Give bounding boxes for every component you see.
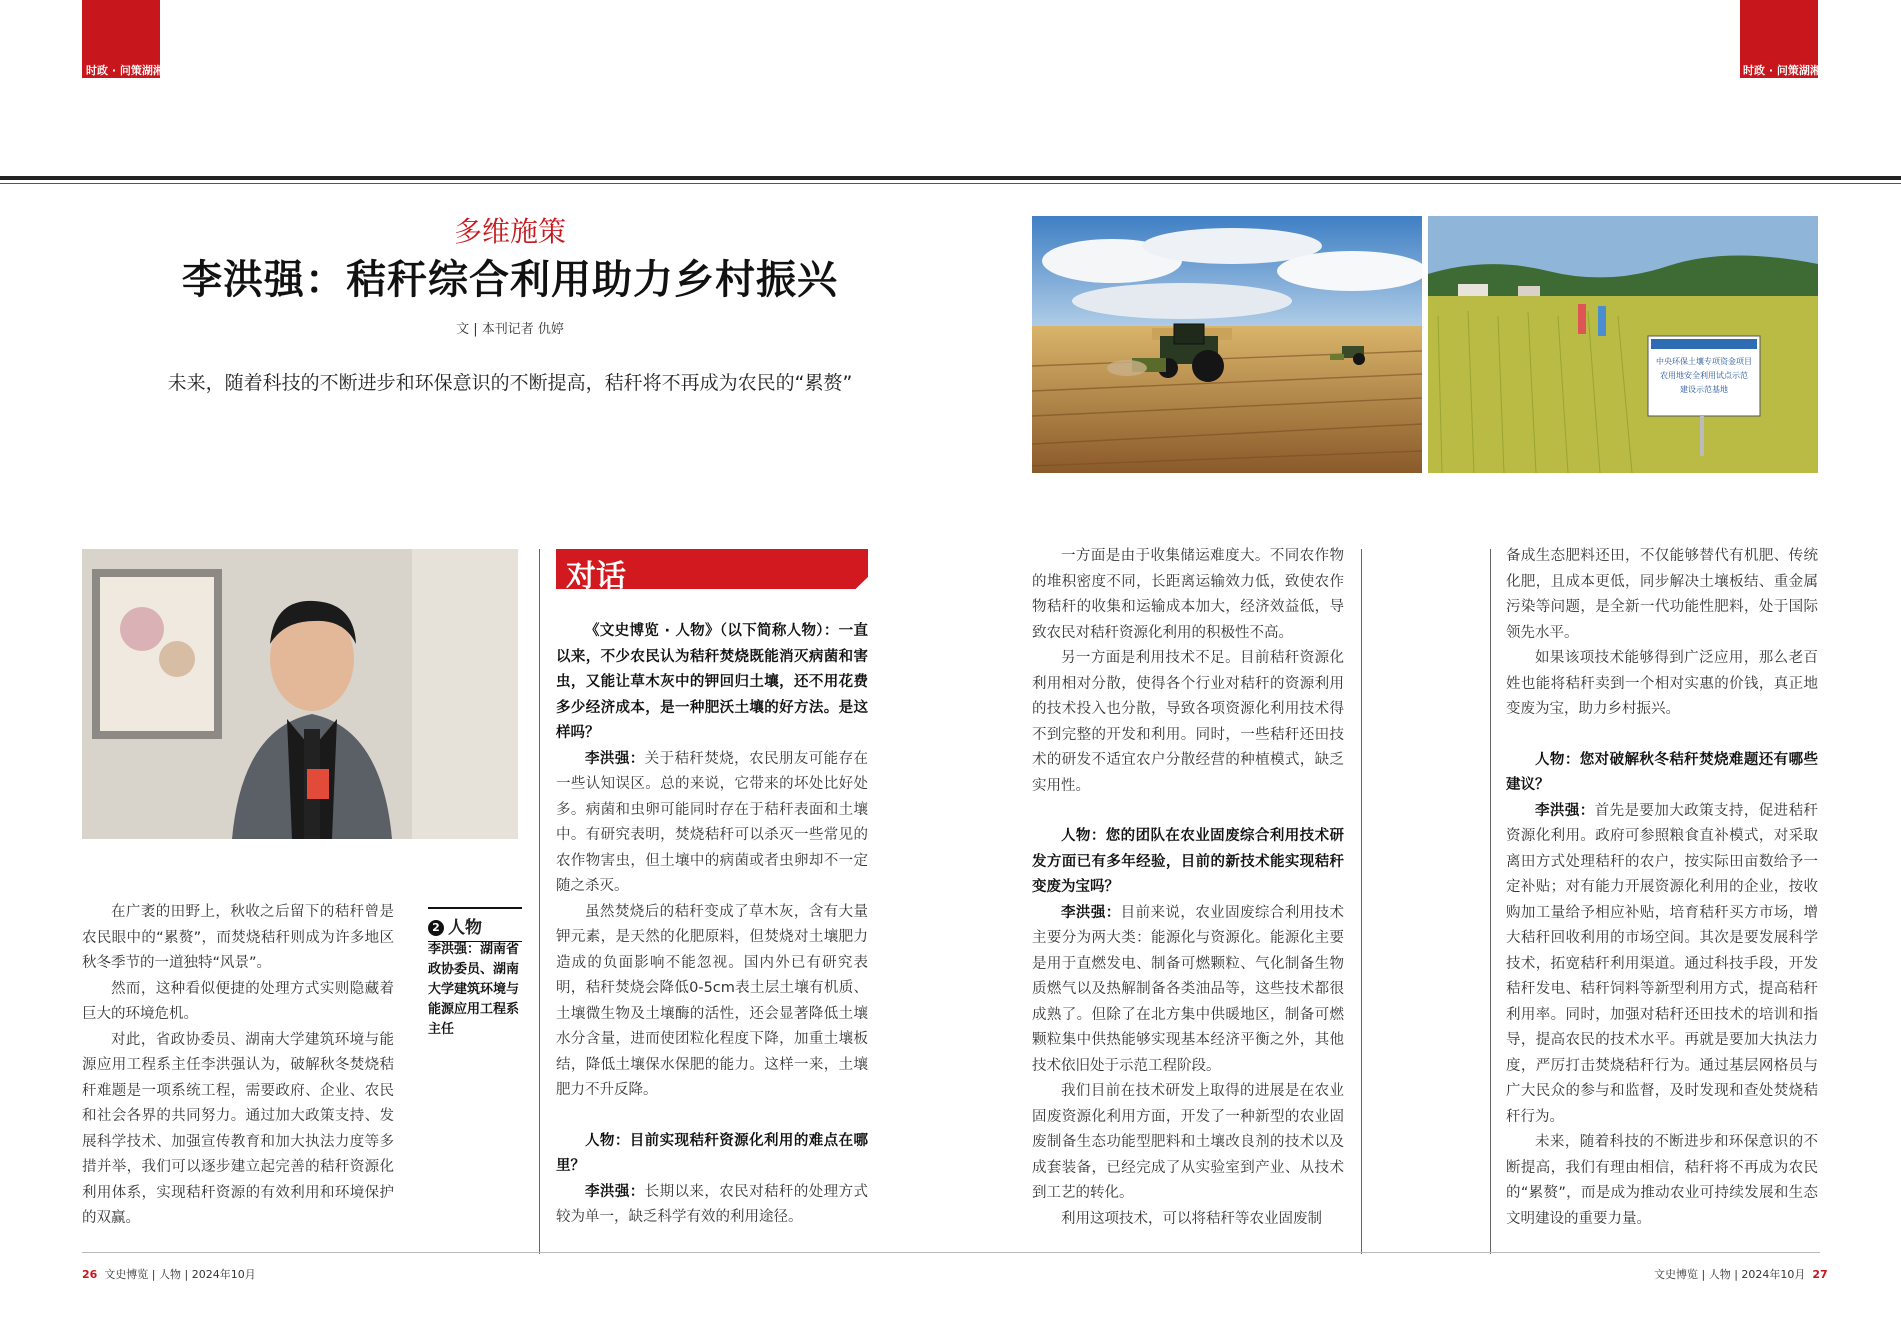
- person-box-title: 人物: [448, 918, 482, 938]
- kicker: 多维施策: [453, 215, 566, 248]
- header-rule-thin: [0, 183, 1901, 184]
- answer-4-text: 首先是要加大政策支持，促进秸秆资源化利用。政府可参照粮食直补模式，对采取离田方式处理秸秆的农户，按实际田亩数给予一定补贴；对有能力开展资源化利用的企业，按收购加工量给予相应补贴，培育秸秆买方市场，增大秸秆回收利用的市场空间。其次是要发展科学技术，拓宽秸秆利用渠道。通过科技手段，开发秸秆发电、秸秆饲料等新型利用方式，提高秸秆利用率。同时，加强对秸秆还田技术的培训和指导，提高农民的技术水平。再就是要加大执法力度，严厉打击焚烧秸秆行为。通过基层网格员与广大民众的参与和监督，及时发现和查处焚烧秸秆行为。: [1506, 802, 1819, 1125]
- masthead-left: 文史博览 | 人物 | 2024年10月: [104, 1268, 256, 1281]
- dialog-column: [556, 619, 868, 1231]
- page-number-right: 27: [1812, 1268, 1828, 1281]
- sign-line-1: 中央环保土壤专项资金项目: [1656, 357, 1752, 366]
- speaker-label: 李洪强：: [585, 1183, 645, 1200]
- column-3: [1032, 544, 1344, 1232]
- speaker-label: 李洪强：: [1535, 802, 1595, 819]
- col3-paragraph: 利用这项技术，可以将秸秆等农业固废制: [1061, 1210, 1322, 1227]
- answer-2: [556, 1180, 868, 1231]
- question-2: 人物：目前实现秸秆资源化利用的难点在哪里？: [556, 1132, 868, 1174]
- col4-paragraph: 备成生态肥料还田，不仅能够替代有机肥、传统化肥，且成本更低，同步解决土壤板结、重金属污染等问题，是全新一代功能性肥料，处于国际领先水平。: [1506, 548, 1818, 641]
- answer-2-text: 长期以来，农民对秸秆的处理方式较为单一，缺乏科学有效的利用途径。: [556, 1183, 869, 1225]
- left-folio: [82, 1266, 256, 1282]
- col3-paragraph: 另一方面是利用技术不足。目前秸秆资源化利用相对分散，使得各个行业对秸秆的资源利用的技术投入也分散，导致各项资源化利用技术得不到完整的开发和利用。同时，一些秸秆还田技术的研发不适宜农户分散经营的种植模式，缺乏实用性。: [1032, 650, 1344, 794]
- sign-line-2: 农用地安全利用试点示范: [1660, 371, 1748, 380]
- column-rule-3: [1490, 549, 1491, 1254]
- column-rule-1: [539, 549, 540, 1254]
- page-number-left: 26: [82, 1268, 98, 1281]
- answer-1-text: 关于秸秆焚烧，农民朋友可能存在一些认知误区。总的来说，它带来的坏处比好处多。病菌和虫卵可能同时存在于秸秆表面和土壤中。有研究表明，焚烧秸秆可以杀灭一些常见的农作物害虫，但土壤中的病菌或者虫卵却不一定随之杀灭。: [556, 750, 869, 894]
- masthead-right: 文史博览 | 人物 | 2024年10月: [1654, 1268, 1806, 1281]
- col3-paragraph: 一方面是由于收集储运难度大。不同农作物的堆积密度不同，长距离运输效力低，致使农作物秸秆的收集和运输成本加大，经济效益低，导致农民对秸秆资源化利用的积极性不高。: [1032, 548, 1344, 641]
- footer-rule: [82, 1252, 1820, 1253]
- header-rule: [0, 176, 1901, 180]
- answer-1b: 虽然焚烧后的秸秆变成了草木灰，含有大量钾元素，是天然的化肥原料，但焚烧对土壤肥力造成的负面影响不能忽视。国内外已有研究表明，秸秆焚烧会降低0-5cm表土层土壤有机质、土壤微生物及土壤酶的活性，还会显著降低土壤水分含量，进而使团粒化程度下降，加重土壤板结，降低土壤保水保肥的能力。这样一来，土壤肥力不升反降。: [556, 903, 868, 1098]
- left-section-label: 时政 · 问策湖湘: [86, 64, 164, 77]
- intro-column: [82, 900, 394, 1232]
- person-box-desc: 李洪强：湖南省政协委员、湖南大学建筑环境与能源应用工程系主任: [428, 942, 520, 1037]
- answer-4: [1506, 799, 1818, 1131]
- question-1: 《文史博览 · 人物》（以下简称人物）：一直以来，不少农民认为秸秆焚烧既能消灭病菌和害虫，又能让草木灰中的钾回归土壤，还不用花费多少经济成本，是一种肥沃土壤的好方法。是这样吗？: [556, 623, 868, 741]
- lead-paragraph: 未来，随着科技的不断进步和环保意识的不断提高，秸秆将不再成为农民的“累赘”: [167, 372, 853, 394]
- person-box-heading: [428, 907, 522, 942]
- sign-line-3: 建设示范基地: [1680, 385, 1728, 394]
- col4-paragraph: 如果该项技术能够得到广泛应用，那么老百姓也能将秸秆卖到一个相对实惠的价钱，真正地变废为宝，助力乡村振兴。: [1506, 650, 1818, 717]
- intro-paragraph: 在广袤的田野上，秋收之后留下的秸秆曾是农民眼中的“累赘”，而焚烧秸秆则成为许多地区秋冬季节的一道独特“风景”。: [82, 904, 394, 971]
- person-box-number: 2: [428, 920, 444, 936]
- tractor-field-photo: [1032, 216, 1422, 473]
- intro-paragraph: 然而，这种看似便捷的处理方式实则隐藏着巨大的环境危机。: [82, 980, 394, 1022]
- right-folio: [1654, 1266, 1828, 1282]
- question-3: 人物：您的团队在农业固废综合利用技术研发方面已有多年经验，目前的新技术能实现秸秆变废为宝吗？: [1032, 828, 1344, 895]
- question-4: 人物：您对破解秋冬秸秆焚烧难题还有哪些建议？: [1506, 751, 1818, 793]
- byline: 文 | 本刊记者 仇婷: [456, 322, 564, 337]
- intro-paragraph: 对此，省政协委员、湖南大学建筑环境与能源应用工程系主任李洪强认为，破解秋冬焚烧秸秆难题是一项系统工程，需要政府、企业、农民和社会各界的共同努力。通过加大政策支持、发展科学技术、加强宣传教育和加大执法力度等多措并举，我们可以逐步建立起完善的秸秆资源化利用体系，实现秸秆资源的有效利用和环境保护的双赢。: [82, 1031, 394, 1226]
- article-title: 李洪强：秸秆综合利用助力乡村振兴: [182, 257, 838, 303]
- column-4: [1506, 544, 1818, 1232]
- portrait-photo: [82, 549, 518, 839]
- answer-1: [556, 747, 868, 900]
- col3-paragraph: 我们目前在技术研发上取得的进展是在农业固废资源化利用方面，开发了一种新型的农业固废制备生态功能型肥料和土壤改良剂的技术以及成套装备，已经完成了从实验室到产业、从技术到工艺的转化。: [1032, 1083, 1344, 1201]
- right-section-label: 时政 · 问策湖湘: [1743, 64, 1821, 77]
- dialog-heading: 对话: [566, 559, 626, 594]
- column-rule-2: [1361, 549, 1362, 1254]
- answer-3: [1032, 901, 1344, 1080]
- speaker-label: 李洪强：: [585, 750, 645, 767]
- answer-3-text: 目前来说，农业固废综合利用技术主要分为两大类：能源化与资源化。能源化主要是用于直燃发电、制备可燃颗粒、气化制备生物质燃气以及热解制备各类油品等，这些技术都很成熟了。但除了在北方集中供暖地区，制备可燃颗粒集中供热能够实现基本经济平衡之外，其他技术依旧处于示范工程阶段。: [1032, 904, 1345, 1074]
- col4-paragraph: 未来，随着科技的不断进步和环保意识的不断提高，我们有理由相信，秸秆将不再成为农民的“累赘”，而是成为推动农业可持续发展和生态文明建设的重要力量。: [1506, 1134, 1818, 1227]
- speaker-label: 李洪强：: [1061, 904, 1121, 921]
- rice-field-photo: [1428, 216, 1818, 473]
